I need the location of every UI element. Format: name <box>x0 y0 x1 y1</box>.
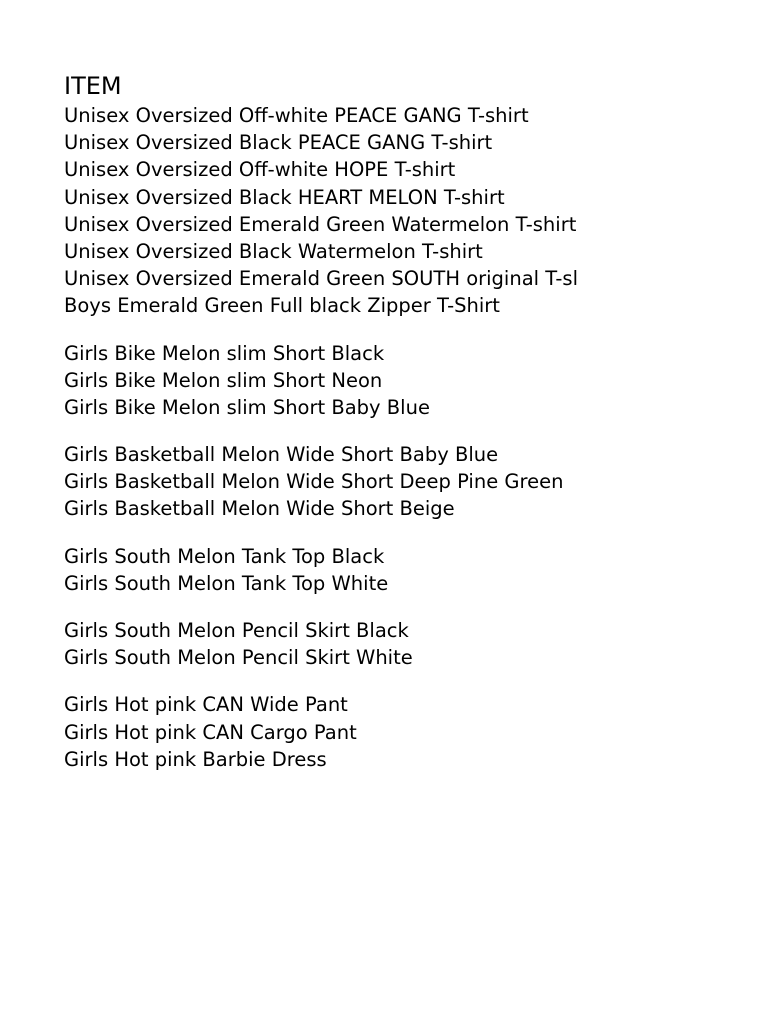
list-item: Girls Basketball Melon Wide Short Deep Pine Green <box>64 470 564 494</box>
list-item: Unisex Oversized Black PEACE GANG T-shirt <box>64 131 493 155</box>
item-group-bike-shorts <box>64 340 594 422</box>
item-heading: ITEM <box>64 72 122 100</box>
list-item: Unisex Oversized Off-white HOPE T-shirt <box>64 158 456 182</box>
list-item: Unisex Oversized Off-white PEACE GANG T-shirt <box>64 104 529 127</box>
item-group-unisex-tshirts <box>64 102 594 320</box>
list-item: Unisex Oversized Black HEART MELON T-shirt <box>64 185 505 209</box>
item-group-tank-tops <box>64 543 594 597</box>
list-item: Unisex Oversized Emerald Green Watermelon T-shirt <box>64 212 577 236</box>
list-item: Girls Basketball Melon Wide Short Beige <box>64 497 455 521</box>
list-item: Girls Hot pink CAN Wide Pant <box>64 693 348 717</box>
list-item: Girls Bike Melon slim Short Neon <box>64 368 383 392</box>
item-list-document <box>64 70 594 773</box>
list-item: Unisex Oversized Emerald Green SOUTH original T-sl <box>64 267 579 291</box>
list-item: Girls Hot pink Barbie Dress <box>64 747 327 771</box>
list-item: Unisex Oversized Black Watermelon T-shirt <box>64 239 483 263</box>
list-item: Girls Bike Melon slim Short Baby Blue <box>64 395 430 419</box>
list-item: Girls Bike Melon slim Short Black <box>64 341 385 365</box>
item-group-hot-pink <box>64 691 594 773</box>
list-item: Girls South Melon Pencil Skirt Black <box>64 619 409 642</box>
list-item: Girls Hot pink CAN Cargo Pant <box>64 720 357 744</box>
list-item: Girls Basketball Melon Wide Short Baby Blue <box>64 443 499 467</box>
list-item: Girls South Melon Tank Top Black <box>64 544 385 568</box>
item-group-basketball-shorts <box>64 441 594 523</box>
list-item: Girls South Melon Tank Top White <box>64 571 389 595</box>
list-item: Girls South Melon Pencil Skirt White <box>64 646 413 670</box>
list-item: Boys Emerald Green Full black Zipper T-Shirt <box>64 294 500 318</box>
item-group-pencil-skirts <box>64 617 594 671</box>
